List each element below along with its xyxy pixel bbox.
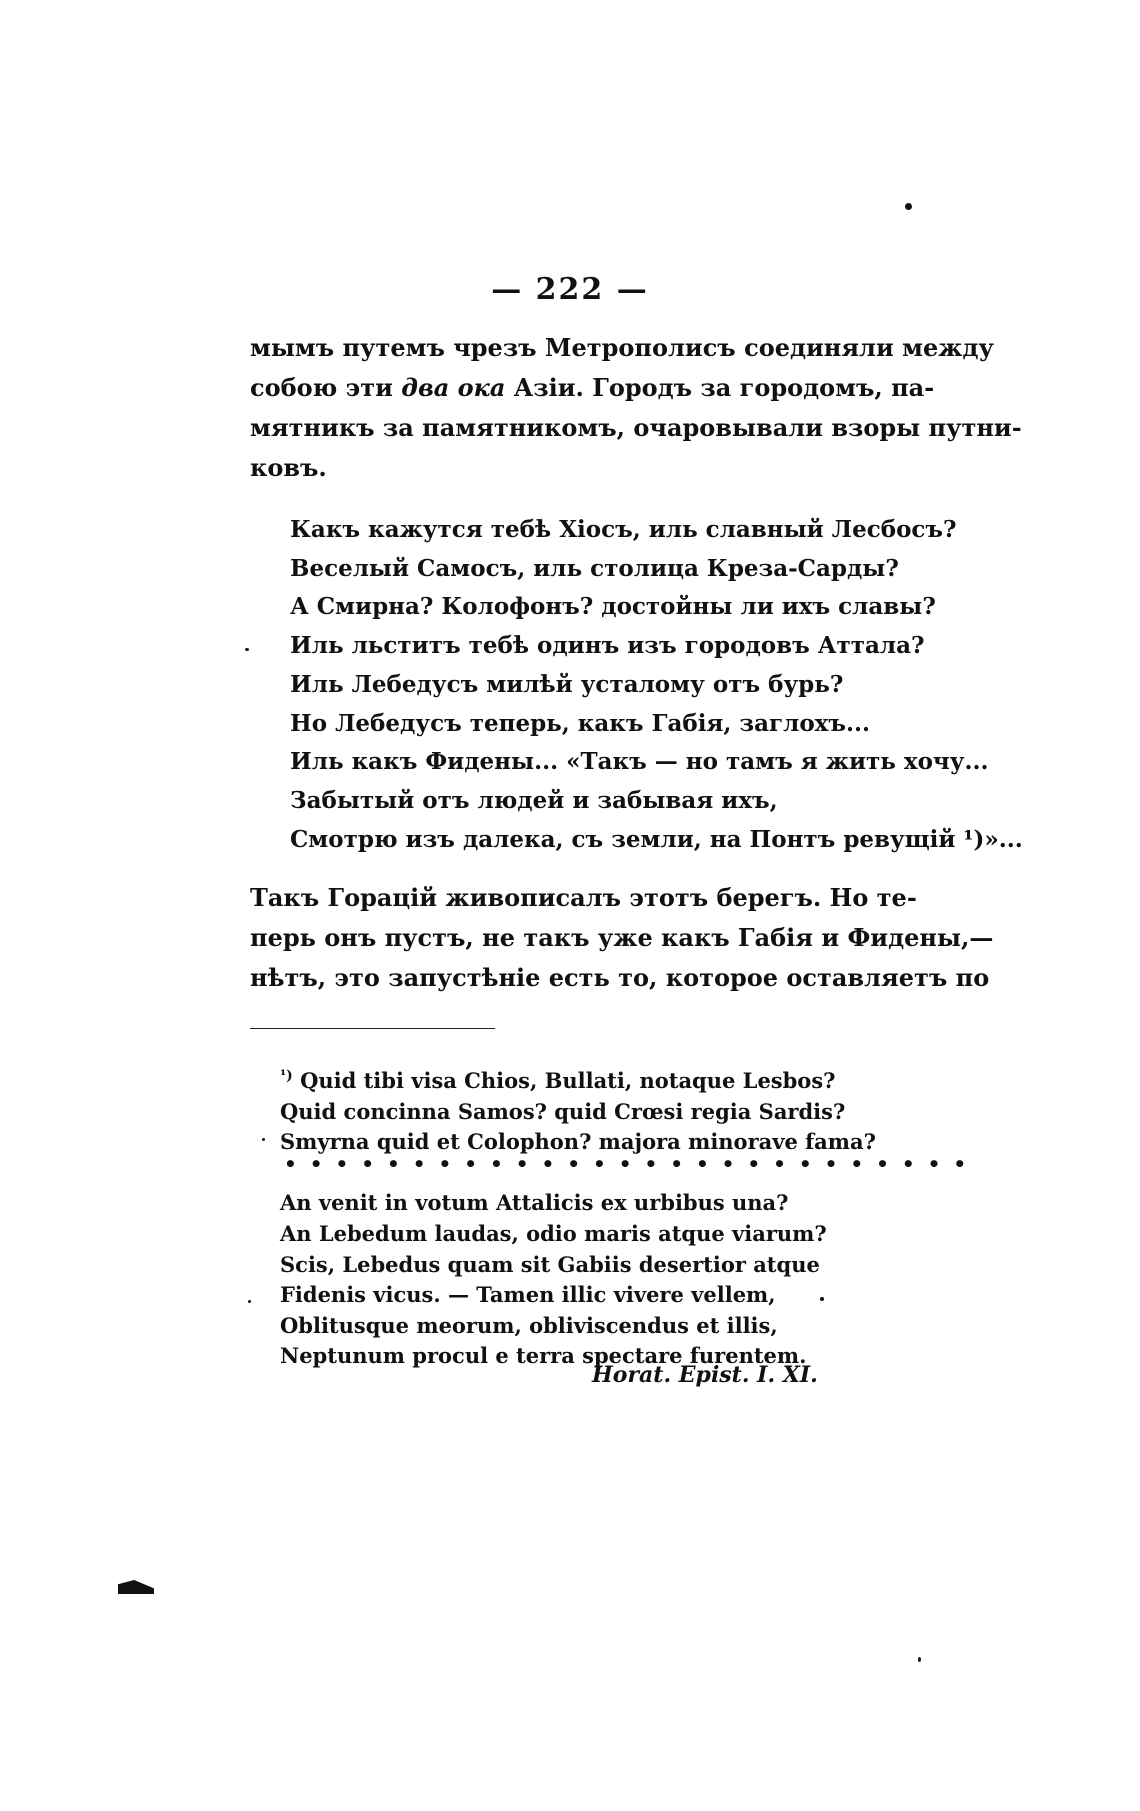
footnote — [280, 1061, 876, 1372]
prose-line — [250, 448, 880, 488]
prose-line-text: мятникъ за памятникомъ, очаровывали взоры путни- — [250, 413, 1022, 442]
prose-line-text: нѣтъ, это запустѣніе есть то, которое оставляетъ по — [250, 963, 990, 992]
prose-line-text: Такъ Горацій живописалъ этотъ берегъ. Но те- — [250, 883, 917, 912]
prose-line-text: собою эти два ока Азіи. Городъ за городомъ, па- — [250, 373, 935, 402]
footnote-line: Neptunum procul e terra spectare furentem. — [280, 1343, 807, 1369]
verse-line: Забытый отъ людей и забывая ихъ, — [290, 786, 778, 814]
verse-line: Какъ кажутся тебѣ Хіосъ, иль славный Лесбосъ? — [290, 516, 957, 543]
footnote-line: Scis, Lebedus quam sit Gabiis desertior atque — [280, 1251, 820, 1277]
footnote-attribution: Horat. Epist. I. XI. — [592, 1362, 818, 1388]
scan-speck — [905, 203, 912, 210]
prose-line-text: ковъ. — [250, 453, 327, 482]
scan-speck — [262, 1138, 265, 1141]
footnote-line: Fidenis vicus. — Tamen illic vivere vellem, — [280, 1282, 776, 1308]
prose-line — [250, 408, 1022, 448]
scan-speck — [820, 1297, 824, 1301]
scan-speck — [918, 1657, 921, 1662]
footnote-divider — [250, 1028, 495, 1029]
footnote-line: Smyrna quid et Colophon? majora minorave fama? — [280, 1129, 876, 1155]
verse-translation — [290, 511, 1023, 859]
paragraph-continuation — [250, 878, 994, 998]
verse-line: Иль Лебедусъ милѣй усталому отъ бурь? — [290, 670, 844, 698]
footnote-line: Oblitusque meorum, obliviscendus et illis, — [280, 1312, 778, 1338]
footnote-line: Quid concinna Samos? quid Crœsi regia Sardis? — [280, 1098, 846, 1124]
prose-line — [250, 878, 917, 918]
scan-speck — [245, 648, 249, 651]
prose-line — [250, 918, 994, 958]
paragraph-opening — [250, 328, 1022, 488]
verse-line: Смотрю изъ далека, съ земли, на Понтъ ревущій ¹)»... — [290, 825, 1023, 853]
footnote-line-text: Quid tibi visa Chios, Bullati, notaque Lesbos? — [300, 1068, 836, 1093]
italic-phrase: два ока — [401, 373, 506, 402]
scan-speck — [248, 1300, 251, 1303]
verse-line: Но Лебедусъ теперь, какъ Габія, заглохъ... — [290, 709, 871, 737]
prose-line-text: мымъ путемъ чрезъ Метрополисъ соединяли между — [250, 333, 994, 362]
verse-line: Веселый Самосъ, иль столица Креза-Сарды? — [290, 554, 899, 582]
verse-line: Иль какъ Фидены... «Такъ — но тамъ я жить хочу... — [290, 748, 989, 776]
footnote-line: An venit in votum Attalicis ex urbibus una? — [280, 1190, 789, 1216]
footnote-line: An Lebedum laudas, odio maris atque viarum? — [280, 1220, 827, 1246]
prose-line — [250, 368, 935, 408]
verse-line: Иль льститъ тебѣ одинъ изъ городовъ Аттала? — [290, 632, 925, 660]
prose-line — [250, 328, 994, 368]
footnote-line — [280, 1061, 876, 1097]
verse-line: А Смирна? Колофонъ? достойны ли ихъ славы? — [290, 593, 936, 621]
prose-line — [250, 958, 990, 998]
footnote-marker: ¹) — [280, 1068, 293, 1084]
prose-line-text: перь онъ пустъ, не такъ уже какъ Габія и Фидены,— — [250, 923, 994, 952]
scan-smudge — [118, 1580, 154, 1594]
footnote-ellipsis-dots: • • • • • • • • • • • • • • • • • • • • • • • • • • • — [284, 1152, 970, 1176]
page-number: — 222 — — [491, 272, 649, 307]
